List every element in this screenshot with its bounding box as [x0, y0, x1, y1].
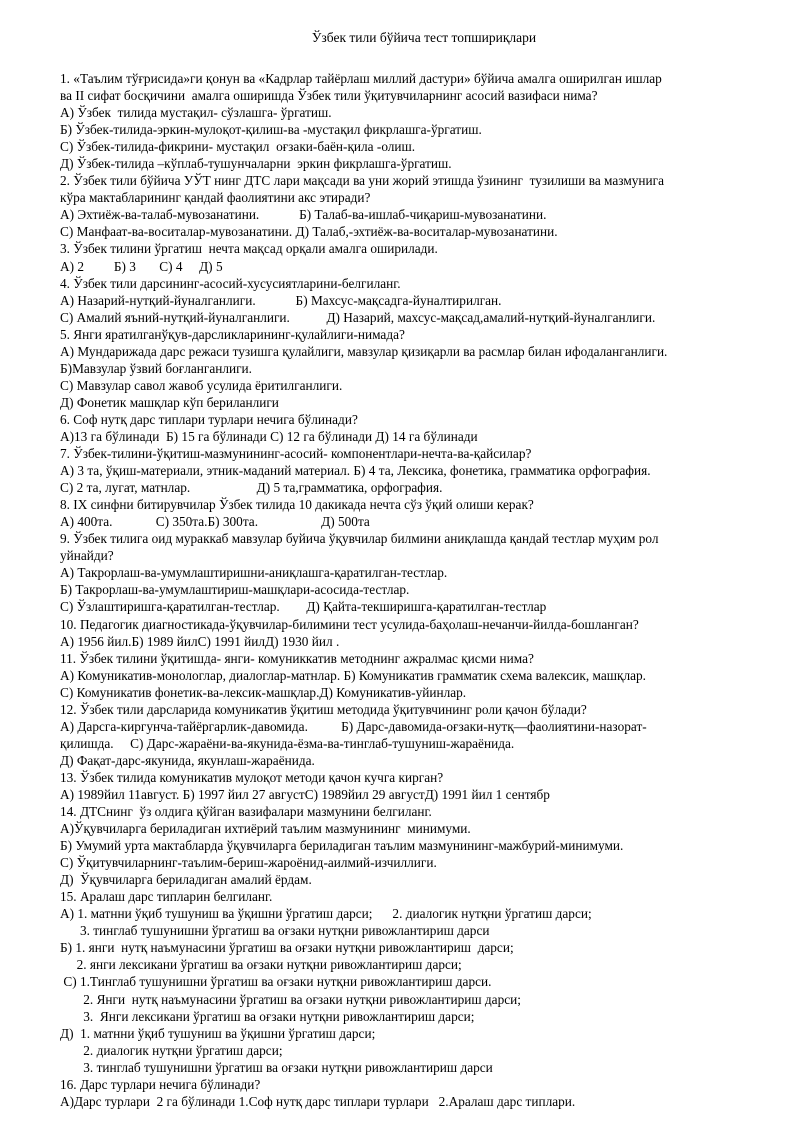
text-line: Д) Ўзбек-тилида –кўплаб-тушунчаларни эркин фикрлашга-ўргатиш.: [60, 156, 452, 172]
text-line: А) 3 та, ўқиш-материали, этник-маданий материал. Б) 4 та, Лексика, фонетика, грамматика орфография.: [60, 463, 651, 479]
text-line: 2. диалогик нутқни ўргатиш дарси;: [60, 1042, 283, 1058]
text-line: Б) Такрорлаш-ва-умумлаштириш-машқлари-асосида-тестлар.: [60, 582, 410, 598]
text-line: 5. Янги яратилганўқув-дарсликларининг-қулайлиги-нимада?: [60, 326, 405, 342]
text-line: 2. Янги нутқ наъмунасини ўргатиш ва оғзаки нутқни ривожлантириш дарси;: [60, 991, 521, 1007]
document-title: Ўзбек тили бўйича тест топшириқлари: [311, 30, 537, 45]
text-line: 10. Педагогик диагностикада-ўқувчилар-билимини тест усулида-баҳолаш-нечанчи-йилда-бошланган?: [60, 616, 639, 632]
text-line: А)Ўқувчиларга бериладиган ихтиёрий таълим мазмунининг минимуми.: [60, 821, 471, 837]
text-line: С) 2 та, лугат, матнлар. Д) 5 та,грамматика, орфография.: [60, 480, 443, 496]
text-line: А) 1956 йил.Б) 1989 йилС) 1991 йилД) 1930 йил .: [60, 633, 340, 649]
text-line: А) Ўзбек тилида мустақил- сўзлашга- ўргатиш.: [60, 105, 332, 121]
text-line: Б) 1. янги нутқ наъмунасини ўргатиш ва оғзаки нутқни ривожлантириш дарси;: [60, 940, 514, 956]
text-line: 9. Ўзбек тилига оид мураккаб мавзулар буйича ўқувчилар билмини аниқлашда қандай тестлар муҳим рол: [60, 531, 659, 547]
text-line: А) Такрорлаш-ва-умумлаштиришни-аниқлашга-қаратилган-тестлар.: [60, 565, 448, 581]
text-line: А)Дарс турлари 2 га бўлинади 1.Соф нутқ дарс типлари турлари 2.Аралаш дарс типлари.: [60, 1093, 576, 1109]
text-line: А) Комуникатив-монологлар, диалоглар-матнлар. Б) Комуникатив грамматик схема валексик, машқлар.: [60, 667, 646, 683]
text-line: ва II сифат босқичини амалга оширишда Ўзбек тили ўқитувчиларнинг асосий вазифаси нима?: [60, 88, 598, 104]
test-questions-body: [60, 70, 778, 1110]
text-line: А) Дарсга-киргунча-тайёргарлик-давомида. Б) Дарс-давомида-оғзаки-нутқ—фаолиятини-назорат-: [60, 718, 647, 734]
text-line: С) Манфаат-ва-воситалар-мувозанатини. Д) Талаб,-эхтиёж-ва-воситалар-мувозанатини.: [60, 224, 558, 240]
text-line: С) Ўзбек-тилида-фикрини- мустақил оғзаки-баён-қила -олиш.: [60, 139, 416, 155]
text-line: Д) Фонетик машқлар кўп бериланлиги: [60, 394, 279, 410]
text-line: 12. Ўзбек тили дарсларида комуникатив ўқитиш методида ўқитувчининг роли қачон бўлади?: [60, 701, 587, 717]
text-line: 14. ДТСнинг ўз олдига қўйган вазифалари мазмунини белгиланг.: [60, 804, 432, 820]
text-line: уйнайди?: [60, 548, 114, 564]
text-line: А) 2 Б) 3 С) 4 Д) 5: [60, 258, 223, 274]
text-line: А)13 га бўлинади Б) 15 га бўлинади С) 12 га бўлинади Д) 14 га бўлинади: [60, 428, 478, 444]
text-line: 13. Ўзбек тилида комуникатив мулоқот методи қачон кучга кирган?: [60, 769, 444, 785]
text-line: А) 1. матнни ўқиб тушуниш ва ўқишни ўргатиш дарси; 2. диалогик нутқни ўргатиш дарси;: [60, 906, 592, 922]
text-line: қилишда. С) Дарс-жараёни-ва-якунида-ёзма-ва-тинглаб-тушуниш-жараёнида.: [60, 735, 515, 751]
text-line: 3. тинглаб тушунишни ўргатиш ва оғзаки нутқни ривожлантириш дарси: [60, 923, 490, 939]
document-page: [60, 30, 778, 1110]
text-line: 11. Ўзбек тилини ўқитишда- янги- комуниккатив методнинг ажралмас қисми нима?: [60, 650, 534, 666]
text-line: Б) Ўзбек-тилида-эркин-мулоқот-қилиш-ва -мустақил фикрлашга-ўргатиш.: [60, 122, 482, 138]
text-line: С) Комуникатив фонетик-ва-лексик-машқлар.Д) Комуникатив-уйинлар.: [60, 684, 467, 700]
text-line: кўра мактабларининг қандай фаолиятини акс этиради?: [60, 190, 371, 206]
text-line: 15. Аралаш дарс типларин белгиланг.: [60, 889, 273, 905]
text-line: 4. Ўзбек тили дарсининг-асосий-хусусиятларини-белгиланг.: [60, 275, 401, 291]
text-line: С) Амалий яъний-нутқий-йуналганлиги. Д) Назарий, махсус-мақсад,амалий-нутқий-йуналганлиги.: [60, 309, 656, 325]
text-line: Б) Умумий урта мактабларда ўқувчиларга бериладиган таълим мазмунининг-мажбурий-минимуми.: [60, 838, 624, 854]
text-line: 16. Дарс турлари нечига бўлинади?: [60, 1076, 261, 1092]
text-line: 2. янги лексикани ўргатиш ва оғзаки нутқни ривожлантириш дарси;: [60, 957, 462, 973]
text-line: 8. IX синфни битирувчилар Ўзбек тилида 10 дакикада нечта сўз ўқий олиши керак?: [60, 497, 534, 513]
text-line: 6. Соф нутқ дарс типлари турлари нечига бўлинади?: [60, 411, 358, 427]
text-line: С) Ўқитувчиларнинг-таълим-бериш-жароёнид-аилмий-изчиллиги.: [60, 855, 437, 871]
text-line: Д) Ўқувчиларга бериладиган амалий ёрдам.: [60, 872, 312, 888]
text-line: 3. тинглаб тушунишни ўргатиш ва оғзаки нутқни ривожлантириш дарси: [60, 1059, 493, 1075]
text-line: А) 400та. С) 350та.Б) 300та. Д) 500та: [60, 514, 370, 530]
text-line: А) Назарий-нутқий-йуналганлиги. Б) Махсус-мақсадга-йуналтирилган.: [60, 292, 502, 308]
text-line: 3. Янги лексикани ўргатиш ва оғзаки нутқни ривожлантириш дарси;: [60, 1008, 475, 1024]
text-line: А) 1989йил 11август. Б) 1997 йил 27 августС) 1989йил 29 августД) 1991 йил 1 сентябр: [60, 786, 550, 802]
text-line: А) Мундарижада дарс режаси тузишга қулайлиги, мавзулар қизиқарли ва расмлар билан ифодаланганлиги.: [60, 343, 668, 359]
text-line: С) Мавзулар савол жавоб усулида ёритилганлиги.: [60, 377, 343, 393]
text-line: А) Эхтиёж-ва-талаб-мувозанатини. Б) Талаб-ва-ишлаб-чиқариш-мувозанатини.: [60, 207, 547, 223]
text-line: 2. Ўзбек тили бўйича УЎТ нинг ДТС лари мақсади ва уни жорий этишда ўзининг тузилиши ва мазмунига: [60, 173, 664, 189]
text-line: 7. Ўзбек-тилини-ўқитиш-мазмунининг-асосий- компонентлари-нечта-ва-қайсилар?: [60, 446, 532, 462]
text-line: Д) Фақат-дарс-якунида, якунлаш-жараёнида.: [60, 752, 315, 768]
text-line: Д) 1. матнни ўқиб тушуниш ва ўқишни ўргатиш дарси;: [60, 1025, 376, 1041]
text-line: 1. «Таълим тўғрисида»ги қонун ва «Кадрлар тайёрлаш миллий дастури» бўйича амалга оширилган ишлар: [60, 71, 662, 86]
text-line: С) Ўзлаштиришга-қаратилган-тестлар. Д) Қайта-текширишга-қаратилган-тестлар: [60, 599, 547, 615]
text-line: С) 1.Тинглаб тушунишни ўргатиш ва оғзаки нутқни ривожлантириш дарси.: [60, 974, 492, 990]
text-line: Б)Мавзулар ўзвий боғланганлиги.: [60, 360, 252, 376]
text-line: 3. Ўзбек тилини ўргатиш нечта мақсад орқали амалга оширилади.: [60, 241, 438, 257]
